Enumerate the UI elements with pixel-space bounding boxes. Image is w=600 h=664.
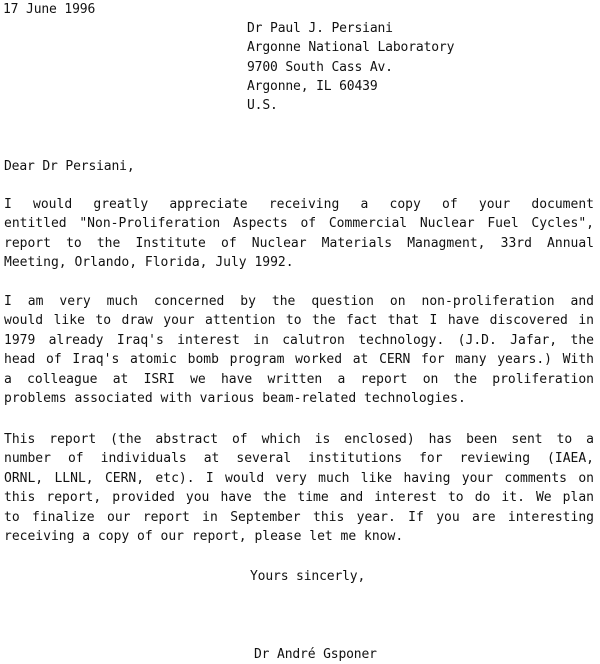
paragraph-line: ORNL, LLNL, CERN, etc). I would very much like having your comments on [4,470,594,486]
body-paragraph-2 [4,292,594,408]
letter-date: 17 June 1996 [3,2,96,17]
body-paragraph-1 [4,195,594,273]
paragraph-line: entitled "Non-Proliferation Aspects of Commercial Nuclear Fuel Cycles", [4,216,594,232]
closing: Yours sincerly, [250,569,366,584]
paragraph-line: problems associated with various beam-related technologies. [4,391,466,407]
body-paragraph-3 [4,430,594,546]
signature-name: Dr André Gsponer [254,647,377,662]
recipient-city: Argonne, IL 60439 [247,79,378,94]
recipient-street: 9700 South Cass Av. [247,60,393,75]
paragraph-line: head of Iraq's atomic bomb program worked at CERN for many years.) With [4,352,594,368]
paragraph-line: I would greatly appreciate receiving a copy of your document [4,197,594,212]
paragraph-line: This report (the abstract of which is enclosed) has been sent to a [4,432,594,447]
paragraph-line: report to the Institute of Nuclear Materials Managment, 33rd Annual [4,235,594,251]
paragraph-line: I am very much concerned by the question on non-proliferation and [4,294,594,309]
paragraph-line: would like to draw your attention to the fact that I have discovered in [4,313,594,329]
recipient-institution: Argonne National Laboratory [247,40,455,55]
salutation: Dear Dr Persiani, [4,159,135,174]
recipient-country: U.S. [247,98,278,113]
paragraph-line: this report, provided you have the time and interest to do it. We plan [4,490,594,506]
recipient-name: Dr Paul J. Persiani [247,21,393,36]
paragraph-line: to finalize our report in September this year. If you are interesting [4,509,594,525]
paragraph-line: number of individuals at several institutions for reviewing (IAEA, [4,451,594,467]
paragraph-line: receiving a copy of our report, please let me know. [4,529,404,545]
paragraph-line: Meeting, Orlando, Florida, July 1992. [4,255,294,271]
paragraph-line: a colleague at ISRI we have written a report on the proliferation [4,371,594,387]
paragraph-line: 1979 already Iraq's interest in calutron technology. (J.D. Jafar, the [4,332,594,348]
